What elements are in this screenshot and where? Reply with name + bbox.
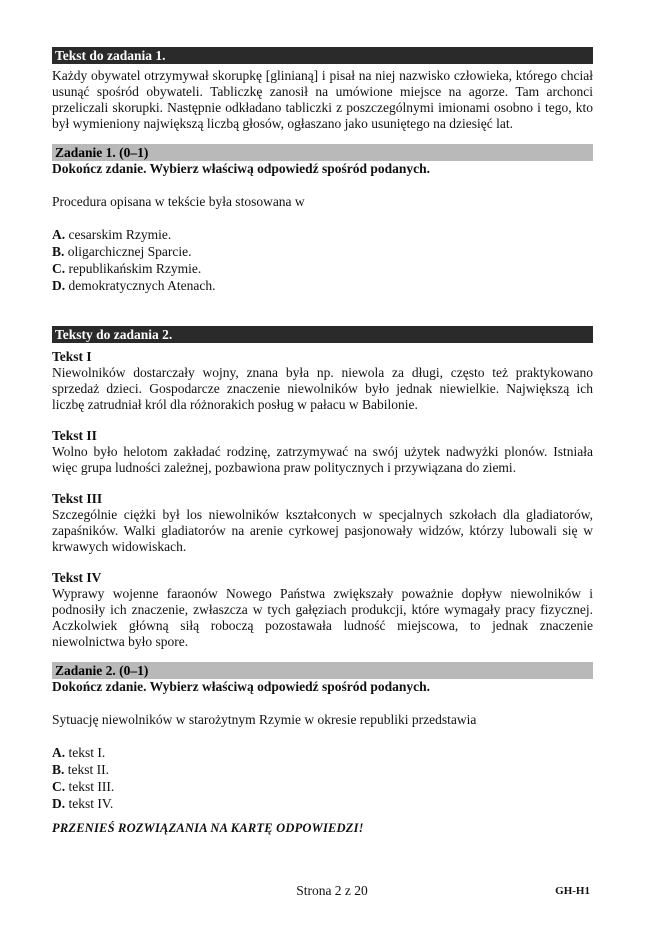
task1-instruction: Dokończ zdanie. Wybierz właściwą odpowiedź spośród podanych. [52,161,431,176]
section2-header: Teksty do zadania 2. [52,326,593,343]
option-letter: B. [52,762,65,777]
option-letter: C. [52,779,66,794]
option-letter: B. [52,244,65,259]
text-body: Niewolników dostarczały wojny, znana była np. niewola za długi, często też praktykowano sprzedaż dzieci. Gospodarcze znaczenie niewolników było jednak niewielkie. Największą ich liczbę zatrudniał król dla różnorakich posług w pałacu w Babilonie. [52,365,593,412]
text-title: Tekst III [52,491,103,506]
text-block-2 [52,428,593,476]
text-body: Wyprawy wojenne faraonów Nowego Państwa zwiększały poważnie dopływ niewolników i podnosiły ich znaczenie, zwłaszcza w tych gałęziach produkcji, które wymagały pracy fizycznej. Aczkolwiek główną siłą roboczą pozostawała ludność miejscowa, to jednak znaczenie niewolnictwa było spore. [52,586,593,649]
text-body: Wolno było helotom zakładać rodzinę, zatrzymywać na swój użytek nadwyżki plonów. Istniała więc grupa ludności zależnej, pozbawiona praw politycznych i przywiązana do ziemi. [52,444,593,475]
task1-header: Zadanie 1. (0–1) [52,144,593,161]
text-block-1 [52,349,593,413]
task2-header: Zadanie 2. (0–1) [52,662,593,679]
option-text: tekst IV. [68,796,114,811]
option-text: demokratycznych Atenach. [68,278,216,293]
option-letter: C. [52,261,66,276]
task1-question: Procedura opisana w tekście była stosowana w [52,194,305,209]
option-a[interactable] [52,226,593,243]
text-body: Szczególnie ciężki był los niewolników kształconych w specjalnych szkołach dla gladiatorów, zapaśników. Walki gladiatorów na arenie cyrkowej pasjonowały widzów, którzy lubowali się w krwawych widowiskach. [52,507,593,554]
task2-instruction: Dokończ zdanie. Wybierz właściwą odpowiedź spośród podanych. [52,679,431,694]
text-title: Tekst I [52,349,92,364]
text-block-4 [52,570,593,650]
option-text: tekst III. [68,779,115,794]
option-text: tekst II. [67,762,110,777]
option-d[interactable] [52,795,593,812]
transfer-answers-note: PRZENIEŚ ROZWIĄZANIA NA KARTĘ ODPOWIEDZI! [52,821,364,835]
exam-page [52,47,593,836]
task2-options [52,744,593,812]
option-b[interactable] [52,243,593,260]
option-c[interactable] [52,778,593,795]
option-text: cesarskim Rzymie. [68,227,172,242]
page-number: Strona 2 z 20 [296,883,368,898]
text-title: Tekst II [52,428,97,443]
text-title: Tekst IV [52,570,102,585]
section1-text: Każdy obywatel otrzymywał skorupkę [glinianą] i pisał na niej nazwisko człowieka, którego chciał usunąć spośród obywateli. Tabliczkę zanosił na umówione miejsce na agorze. Tam archonci przeliczali skorupki. Następnie odkładano tabliczki z poszczególnymi imionami osobno i tego, kto był wymieniony największą liczbą głosów, ogłaszano jako usuniętego na dziesięć lat. [52,68,593,131]
option-d[interactable] [52,277,593,294]
option-letter: D. [52,796,66,811]
section1-header: Tekst do zadania 1. [52,47,593,64]
option-text: oligarchicznej Sparcie. [67,244,192,259]
option-text: tekst I. [68,745,106,760]
option-text: republikańskim Rzymie. [68,261,202,276]
option-b[interactable] [52,761,593,778]
option-a[interactable] [52,744,593,761]
option-c[interactable] [52,260,593,277]
exam-code: GH-H1 [555,885,590,897]
option-letter: A. [52,227,66,242]
text-block-3 [52,491,593,555]
task1-options [52,226,593,294]
option-letter: A. [52,745,66,760]
option-letter: D. [52,278,66,293]
task2-question: Sytuację niewolników w starożytnym Rzymie w okresie republiki przedstawia [52,712,477,727]
